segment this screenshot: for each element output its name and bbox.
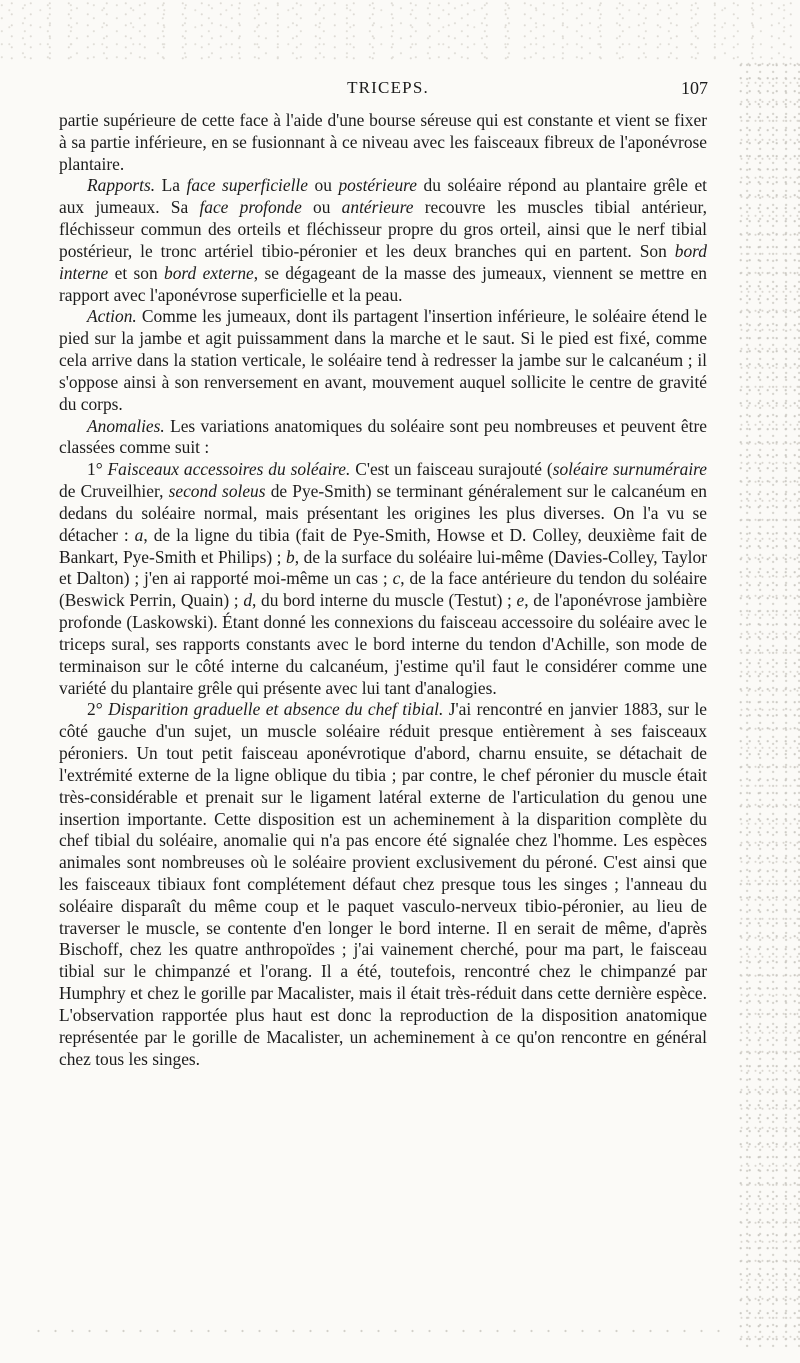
italic-text: Faisceaux accessoires du soléaire. [107,459,351,480]
italic-text: bord externe [164,262,254,283]
text-run: Comme les jumeaux, dont ils partagent l'insertion inférieure, le soléaire étend le pied sur la jambe et agit puissamment dans la marche et le saut. Si le pied est fixé, comme cela arrive dans la station verticale, le soléaire tend à redresser la jambe sur le calcanéum ; il s'oppose ainsi à son renversement en avant, mouvement auquel sollicite le centre de gravité du corps. [59,306,707,414]
paragraph [59,306,707,415]
italic-text: c [392,568,401,589]
text-run: de Pye-Smith) se terminant généralement sur le calcanéum en dedans du soléaire normal, mais présentant les origines les plus diverses. On l'a vu se détacher : [59,481,707,545]
bottom-margin-noise [30,1326,730,1336]
italic-text: soléaire surnuméraire [552,459,708,480]
text-run: recouvre les muscles tibial antérieur, fléchisseur commun des orteils et fléchisseur propre du gros orteil, ainsi que le nerf tibial postérieur, le tronc artériel tibio-péronier et les deux branches qui en partent. Son [59,197,708,261]
text-run: , de la surface du soléaire lui-même (Davies-Colley, Taylor et Dalton) ; j'en ai rapporté moi-même un cas ; [59,546,707,589]
right-margin-noise [738,60,800,1350]
italic-text: Action. [87,306,137,327]
italic-text: Anomalies. [87,415,165,436]
text-run: ou [307,175,339,196]
paragraph [59,110,707,175]
text-run: ou [301,197,342,218]
text-run: Les variations anatomiques du soléaire sont peu nombreuses et peuvent être classées comme suit : [59,415,707,458]
italic-text: second soleus [168,481,266,502]
body-text [59,110,707,1070]
italic-text: Rapports. [87,175,156,196]
text-run: de Cruveilhier, [59,481,169,502]
paragraph [59,459,707,699]
page-number: 107 [681,78,708,98]
text-run: , de l'aponévrose jambière profonde (Laskowski). Étant donné les connexions du faisceau accessoire du soléaire avec le triceps sural, ses rapports constants avec le bord interne du tendon d'Achille, son mode de terminaison sur le côté interne du calcanéum, j'estime qu'il faut le considérer comme une variété du plantaire grêle qui présente avec lui tant d'analogies. [59,590,708,698]
text-run: J'ai rencontré en janvier 1883, sur le côté gauche d'un sujet, un muscle soléaire réduit presque entièrement à ses faisceaux péroniers. Un tout petit faisceau aponévrotique d'abord, charnu ensuite, se détachait de l'extrémité externe de la ligne oblique du tibia ; par contre, le chef péronier du muscle était très-considérable et prenait sur le ligament latéral externe de l'articulation du genou une insertion importante. Cette disposition est un acheminement à la disparition complète du chef tibial du soléaire, anomalie qui n'a pas encore été signalée chez l'homme. Les espèces animales sont nombreuses où le soléaire provient exclusivement du péroné. C'est ainsi que les faisceaux tibiaux font complétement défaut chez presque tous les singes ; l'anneau du soléaire disparaît du même coup et le paquet vasculo-nerveux tibio-péronier, au lieu de traverser le muscle, se contente d'en longer le bord interne. Il en serait de même, d'après Bischoff, chez les quatre anthropoïdes ; j'ai vainement cherché, pour ma part, le faisceau tibial sur le chimpanzé et l'orang. Il a été, toutefois, rencontré chez le chimpanzé par Humphry et chez le gorille par Macalister, mais il était très-réduit dans cette dernière espèce. L'observation rapportée plus haut est donc la reproduction de la disposition anatomique représentée par le gorille de Macalister, un acheminement à ce qu'on rencontre en général chez tous les singes. [59,699,707,1069]
paragraph [59,699,707,1070]
text-run: La [155,175,187,196]
italic-text: Disparition graduelle et absence du chef tibial. [108,699,444,720]
text-run: , de la ligne du tibia (fait de Pye-Smith, Howse et D. Colley, deuxième fait de Bankart, Pye-Smith et Philips) ; [59,524,708,567]
page-speckle-top [0,0,800,60]
italic-text: a [134,524,144,545]
italic-text: face superficielle [186,175,308,196]
italic-text: antérieure [341,197,414,218]
page-header [58,78,718,102]
text-run: 1° [87,459,108,480]
paragraph [59,416,707,460]
italic-text: bord interne [59,240,707,283]
text-run: et son [108,262,165,283]
text-run: C'est un faisceau surajouté ( [350,459,553,480]
italic-text: b [286,546,295,567]
italic-text: postérieure [338,175,418,196]
text-run: 2° [87,699,109,720]
text-run: partie supérieure de cette face à l'aide d'une bourse séreuse qui est constante et vient se fixer à sa partie inférieure, en se fusionnant à ce niveau avec les faisceaux fibreux de l'aponévrose plantaire. [59,110,707,174]
paragraph [59,175,707,306]
running-title: TRICEPS. [347,78,429,97]
text-run: , de la face antérieure du tendon du soléaire (Beswick Perrin, Quain) ; [59,568,707,611]
italic-text: e [516,590,525,611]
italic-text: d [243,590,253,611]
italic-text: face profonde [199,197,302,218]
text-run: , du bord interne du muscle (Testut) ; [252,590,517,611]
text-run: , se dégageant de la masse des jumeaux, viennent se mettre en rapport avec l'aponévrose superficielle et la peau. [59,262,707,305]
text-run: du soléaire répond au plantaire grêle et aux jumeaux. Sa [59,175,707,218]
